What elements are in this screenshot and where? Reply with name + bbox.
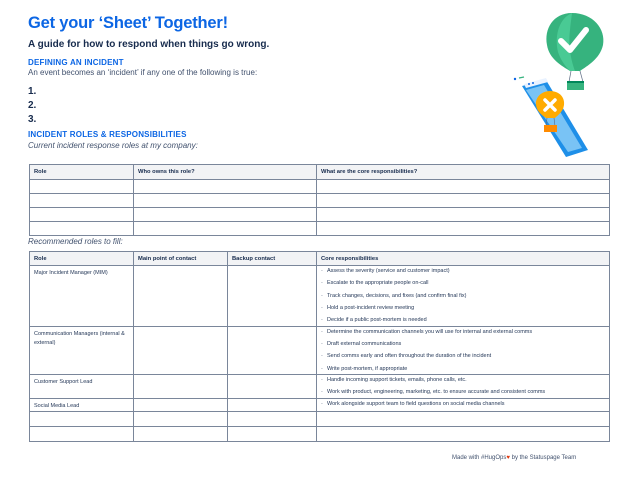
- table-row: [30, 180, 610, 194]
- role-cell: Communication Managers (internal & external): [30, 326, 134, 374]
- list-item: - Assess the severity (service and customer impact): [321, 268, 605, 276]
- roles-heading: INCIDENT ROLES & RESPONSIBILITIES: [28, 130, 187, 139]
- backup-contact-cell[interactable]: [228, 398, 317, 411]
- footer-text: Made with #HugOps: [452, 455, 507, 461]
- table-row-major-incident-manager: [30, 266, 610, 327]
- table-cell[interactable]: [134, 208, 317, 222]
- footer-team: by the Statuspage Team: [509, 455, 577, 461]
- main-contact-cell[interactable]: [134, 326, 228, 374]
- table-cell[interactable]: [30, 194, 134, 208]
- table-cell[interactable]: [317, 180, 610, 194]
- list-item: - Hold a post-incident review meeting: [321, 305, 605, 313]
- responsibilities-cell: [317, 375, 610, 399]
- table-row: [30, 222, 610, 236]
- table-cell[interactable]: [228, 411, 317, 426]
- responsibilities-cell: [317, 326, 610, 374]
- main-contact-cell[interactable]: [134, 398, 228, 411]
- table-cell[interactable]: [317, 194, 610, 208]
- criteria-item-2[interactable]: 2.: [28, 100, 37, 111]
- table-cell[interactable]: [30, 411, 134, 426]
- table-cell[interactable]: [134, 194, 317, 208]
- column-header-role: Role: [30, 252, 134, 266]
- table-row-social-media-lead: [30, 398, 610, 411]
- table-cell[interactable]: [30, 208, 134, 222]
- table-cell[interactable]: [228, 426, 317, 441]
- list-item: - Escalate to the appropriate people on-call: [321, 280, 605, 288]
- list-item: - Handle incoming support tickets, emails, phone calls, etc.: [321, 377, 605, 385]
- list-item: - Draft external communications: [321, 341, 605, 349]
- list-item: - Send comms early and often throughout the duration of the incident: [321, 353, 605, 361]
- table-row-customer-support-lead: [30, 375, 610, 399]
- column-header-responsibilities: What are the core responsibilities?: [317, 165, 610, 180]
- table-cell[interactable]: [30, 222, 134, 236]
- page-subtitle: A guide for how to respond when things go wrong.: [28, 39, 270, 50]
- column-header-role: Role: [30, 165, 134, 180]
- main-contact-cell[interactable]: [134, 375, 228, 399]
- dot-icon: [514, 78, 516, 80]
- table-cell[interactable]: [134, 426, 228, 441]
- backup-contact-cell[interactable]: [228, 375, 317, 399]
- table-cell[interactable]: [134, 411, 228, 426]
- main-contact-cell[interactable]: [134, 266, 228, 327]
- role-cell: Customer Support Lead: [30, 375, 134, 399]
- table-row: [30, 194, 610, 208]
- table-row: [30, 411, 610, 426]
- table-cell[interactable]: [134, 222, 317, 236]
- list-item: - Decide if a public post-mortem is needed: [321, 317, 605, 325]
- current-roles-table: [29, 164, 610, 236]
- list-item: - Determine the communication channels you will use for internal and external comms: [321, 329, 605, 337]
- table-row-communication-managers: [30, 326, 610, 374]
- role-cell: Social Media Lead: [30, 398, 134, 411]
- footer-credit: [452, 455, 576, 461]
- recommended-roles-label: Recommended roles to fill:: [28, 237, 123, 246]
- list-item: - Work with product, engineering, marketing, etc. to ensure accurate and consistent comms: [321, 389, 605, 397]
- table-cell[interactable]: [317, 208, 610, 222]
- heart-icon: ♥: [506, 455, 510, 461]
- role-cell: Major Incident Manager (MIM): [30, 266, 134, 327]
- table-cell[interactable]: [317, 426, 610, 441]
- defining-incident-description: An event becomes an ‘incident’ if any one of the following is true:: [28, 68, 258, 77]
- table-row: [30, 426, 610, 441]
- hot-air-balloon-illustration: [500, 8, 620, 158]
- backup-contact-cell[interactable]: [228, 266, 317, 327]
- table-cell[interactable]: [317, 411, 610, 426]
- column-header-owner: Who owns this role?: [134, 165, 317, 180]
- responsibilities-cell: [317, 266, 610, 327]
- column-header-core-responsibilities: Core responsibilities: [317, 252, 610, 266]
- criteria-item-3[interactable]: 3.: [28, 114, 37, 125]
- green-balloon-graphic: [546, 13, 603, 90]
- table-header-row: [30, 165, 610, 180]
- responsibilities-cell: [317, 398, 610, 411]
- column-header-backup-contact: Backup contact: [228, 252, 317, 266]
- list-item: - Track changes, decisions, and fixes (and confirm final fix): [321, 293, 605, 301]
- table-cell[interactable]: [134, 180, 317, 194]
- page-title: Get your ‘Sheet’ Together!: [28, 14, 228, 32]
- column-header-main-contact: Main point of contact: [134, 252, 228, 266]
- defining-incident-heading: DEFINING AN INCIDENT: [28, 58, 124, 67]
- table-cell[interactable]: [30, 180, 134, 194]
- table-cell[interactable]: [30, 426, 134, 441]
- roles-description: Current incident response roles at my company:: [28, 141, 198, 150]
- table-row: [30, 208, 610, 222]
- criteria-item-1[interactable]: 1.: [28, 86, 37, 97]
- list-item: - Write post-mortem, if appropriate: [321, 366, 605, 374]
- backup-contact-cell[interactable]: [228, 326, 317, 374]
- dash-icon: [519, 77, 524, 78]
- table-cell[interactable]: [317, 222, 610, 236]
- recommended-roles-table: [29, 251, 610, 442]
- list-item: - Work alongside support team to field questions on social media channels: [321, 401, 605, 409]
- table-header-row: [30, 252, 610, 266]
